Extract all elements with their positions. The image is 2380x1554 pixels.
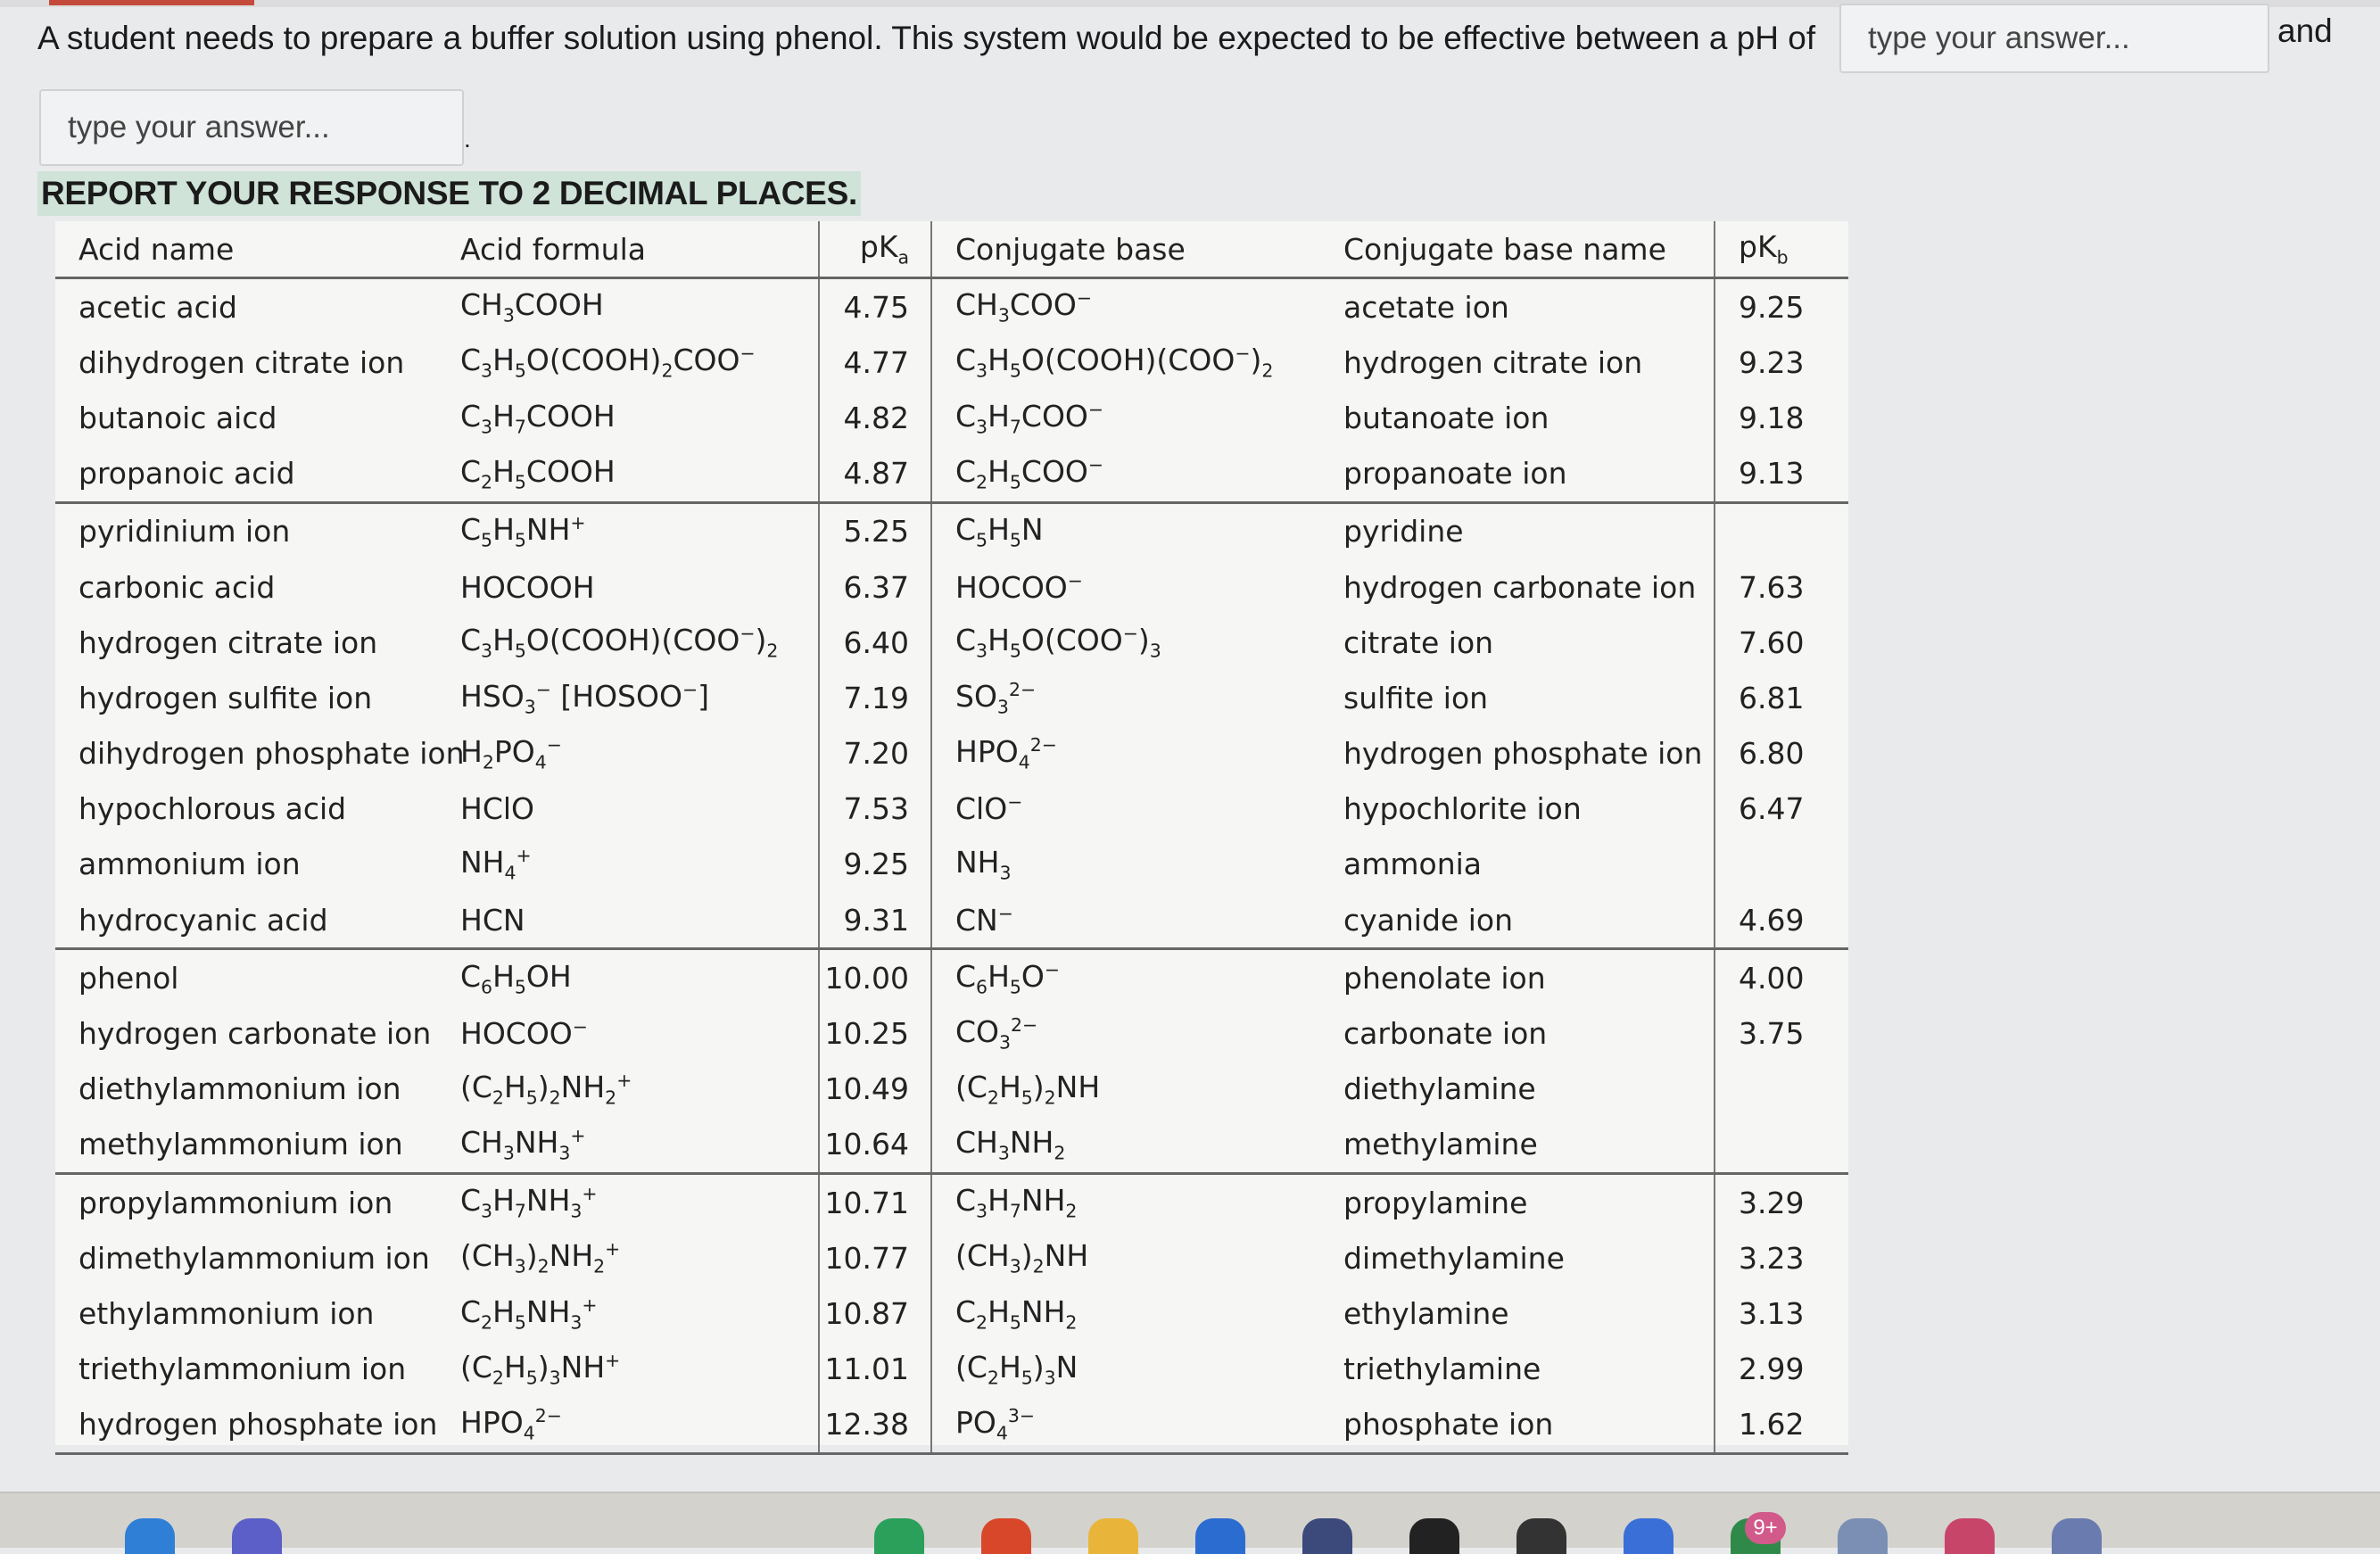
cell-conjugate-base: $(C_2H_5)_2NH$ bbox=[955, 1069, 1101, 1109]
cell-conjugate-base-name: acetate ion bbox=[1320, 278, 1715, 335]
taskbar-app-icon[interactable] bbox=[1945, 1518, 1995, 1554]
cell-acid-formula: $C_2H_5NH_3^+$ bbox=[437, 1285, 819, 1341]
cell-pka: 7.19 bbox=[819, 670, 931, 725]
table-row bbox=[55, 949, 1848, 1006]
cell-conjugate-base-name: pyridine bbox=[1320, 502, 1715, 559]
cell-pka: 6.40 bbox=[819, 615, 931, 670]
table-row bbox=[55, 670, 1848, 725]
table-row bbox=[55, 615, 1848, 670]
table-row bbox=[55, 559, 1848, 615]
cell-acid-name: hypochlorous acid bbox=[79, 791, 347, 827]
taskbar bbox=[0, 1492, 2380, 1548]
header-pkb: $pK_b$ bbox=[1715, 221, 1848, 278]
cell-conjugate-base-name: triethylamine bbox=[1320, 1342, 1715, 1397]
table-row bbox=[55, 1230, 1848, 1285]
cell-acid-formula: $NH_4^+$ bbox=[437, 837, 819, 892]
cell-acid-name: butanoic aicd bbox=[79, 400, 277, 435]
taskbar-app-icon[interactable] bbox=[1624, 1518, 1673, 1554]
cell-acid-name: propylammonium ion bbox=[79, 1185, 393, 1220]
taskbar-app-icon[interactable] bbox=[1088, 1518, 1138, 1554]
header-acid-name: Acid name bbox=[55, 221, 437, 278]
cell-conjugate-base: $C_6H_5O^-$ bbox=[955, 958, 1061, 998]
table-row bbox=[55, 390, 1848, 445]
cell-conjugate-base: $C_5H_5N$ bbox=[955, 512, 1044, 551]
cell-pka: 5.25 bbox=[819, 502, 931, 559]
taskbar-app-icon[interactable] bbox=[232, 1518, 282, 1554]
acid-base-table-container bbox=[55, 221, 1848, 1445]
cell-acid-formula: HClO bbox=[437, 781, 819, 837]
cell-pka: 12.38 bbox=[819, 1397, 931, 1454]
cell-acid-formula: $HSO_3^-$ [HOSOO−] bbox=[437, 670, 819, 725]
cell-pkb: 1.62 bbox=[1715, 1397, 1848, 1454]
acid-base-table bbox=[55, 221, 1848, 1455]
notification-badge: 9+ bbox=[1745, 1512, 1786, 1544]
cell-pka: 10.49 bbox=[819, 1062, 931, 1117]
cell-pkb: 9.23 bbox=[1739, 344, 1805, 380]
cell-acid-formula: HCN bbox=[437, 892, 819, 949]
cell-acid-name: ammonium ion bbox=[79, 847, 301, 882]
instruction-text: REPORT YOUR RESPONSE TO 2 DECIMAL PLACES. bbox=[37, 171, 861, 216]
answer-input-upper-ph[interactable] bbox=[66, 109, 437, 146]
taskbar-app-icon[interactable] bbox=[1409, 1518, 1459, 1554]
table-row bbox=[55, 892, 1848, 949]
cell-acid-formula: $(CH_3)_2NH_2^+$ bbox=[437, 1230, 819, 1285]
table-row bbox=[55, 1285, 1848, 1341]
cell-pkb: 9.25 bbox=[1739, 289, 1805, 325]
cell-conjugate-base-name: ammonia bbox=[1320, 837, 1715, 892]
cell-acid-formula: $CH_3NH_3^+$ bbox=[437, 1117, 819, 1174]
cell-conjugate-base: CN− bbox=[931, 892, 1320, 949]
cell-pkb: 4.69 bbox=[1715, 892, 1848, 949]
cell-pka: 10.71 bbox=[819, 1174, 931, 1231]
cell-conjugate-base-name: butanoate ion bbox=[1320, 390, 1715, 445]
cell-acid-name: methylammonium ion bbox=[55, 1117, 437, 1174]
cell-conjugate-base-name: propylamine bbox=[1320, 1174, 1715, 1231]
cell-acid-name: dimethylammonium ion bbox=[79, 1240, 430, 1276]
table-row bbox=[55, 1117, 1848, 1174]
top-accent-bar bbox=[49, 0, 254, 5]
cell-acid-formula: $(C_2H_5)_2NH_2^+$ bbox=[437, 1062, 819, 1117]
answer-input-lower-ph-box[interactable] bbox=[1839, 4, 2269, 73]
cell-conjugate-base-name: phosphate ion bbox=[1320, 1397, 1715, 1454]
cell-acid-formula: $C_3H_5O(COOH)(COO^-)_2$ bbox=[437, 615, 819, 670]
cell-conjugate-base: $C_2H_5COO^-$ bbox=[931, 446, 1320, 503]
cell-pkb bbox=[1715, 1117, 1848, 1174]
table-row bbox=[55, 837, 1848, 892]
cell-conjugate-base: $C_3H_7COO^-$ bbox=[955, 398, 1104, 438]
cell-acid-formula: HOCOO− bbox=[437, 1005, 819, 1061]
table-row bbox=[55, 1397, 1848, 1454]
cell-acid-formula: $C_2H_5COOH$ bbox=[437, 446, 819, 503]
table-header-row bbox=[55, 221, 1848, 278]
cell-pkb: 6.81 bbox=[1739, 680, 1805, 715]
cell-conjugate-base-name: propanoate ion bbox=[1320, 446, 1715, 503]
cell-conjugate-base: $CH_3NH_2$ bbox=[931, 1117, 1320, 1174]
cell-conjugate-base: $(C_2H_5)_3N$ bbox=[955, 1349, 1078, 1389]
cell-conjugate-base: $C_3H_5O(COO^-)_3$ bbox=[955, 623, 1161, 663]
question-text: A student needs to prepare a buffer solution using phenol. This system would be expected to be effective between a pH of bbox=[37, 20, 1816, 56]
cell-acid-name: diethylammonium ion bbox=[79, 1071, 401, 1107]
cell-conjugate-base-name: ethylamine bbox=[1320, 1285, 1715, 1341]
cell-conjugate-base: $CH_3COO^-$ bbox=[955, 287, 1092, 327]
cell-conjugate-base-name: hydrogen carbonate ion bbox=[1320, 559, 1715, 615]
cell-acid-formula: $C_3H_7COOH$ bbox=[437, 390, 819, 445]
cell-pkb: 4.00 bbox=[1739, 960, 1805, 996]
cell-pka: 4.77 bbox=[819, 335, 931, 390]
cell-acid-formula: HOCOOH bbox=[437, 559, 819, 615]
cell-pka: 4.82 bbox=[819, 390, 931, 445]
cell-conjugate-base-name: sulfite ion bbox=[1320, 670, 1715, 725]
cell-pkb bbox=[1715, 502, 1848, 559]
cell-pkb bbox=[1715, 837, 1848, 892]
table-row bbox=[55, 278, 1848, 335]
table-row bbox=[55, 1062, 1848, 1117]
trailing-period: . bbox=[464, 125, 471, 153]
cell-pkb: 9.18 bbox=[1739, 400, 1805, 435]
cell-conjugate-base-name: methylamine bbox=[1320, 1117, 1715, 1174]
cell-acid-name: phenol bbox=[79, 960, 179, 996]
cell-conjugate-base: $NH_3$ bbox=[955, 845, 1012, 884]
cell-acid-formula: $C_3H_7NH_3^+$ bbox=[437, 1174, 819, 1231]
table-row bbox=[55, 1005, 1848, 1061]
cell-pkb: 3.29 bbox=[1739, 1185, 1805, 1220]
cell-conjugate-base-name: hydrogen phosphate ion bbox=[1320, 726, 1715, 781]
header-acid-formula: Acid formula bbox=[437, 221, 819, 278]
cell-pka: 7.20 bbox=[819, 726, 931, 781]
cell-conjugate-base: $HPO_4^{2-}$ bbox=[955, 733, 1057, 773]
cell-conjugate-base-name: dimethylamine bbox=[1320, 1230, 1715, 1285]
taskbar-app-icon[interactable] bbox=[125, 1518, 175, 1554]
header-conjugate-base: Conjugate base bbox=[931, 221, 1320, 278]
taskbar-app-icon[interactable] bbox=[2052, 1518, 2102, 1554]
cell-pkb: 3.13 bbox=[1739, 1295, 1805, 1331]
cell-acid-formula: $C_3H_5O(COOH)_2COO^-$ bbox=[437, 335, 819, 390]
cell-conjugate-base: $(CH_3)_2NH$ bbox=[955, 1238, 1089, 1278]
cell-conjugate-base: $C_3H_7NH_2$ bbox=[955, 1183, 1078, 1222]
cell-conjugate-base: $C_2H_5NH_2$ bbox=[955, 1294, 1078, 1334]
cell-acid-name: propanoic acid bbox=[55, 446, 437, 503]
cell-acid-name: hydrocyanic acid bbox=[55, 892, 437, 949]
cell-conjugate-base-name: hypochlorite ion bbox=[1320, 781, 1715, 837]
table-row bbox=[55, 502, 1848, 559]
cell-conjugate-base-name: diethylamine bbox=[1320, 1062, 1715, 1117]
taskbar-app-icon[interactable] bbox=[1195, 1518, 1245, 1554]
cell-pkb: 7.63 bbox=[1739, 569, 1805, 605]
cell-pka: 7.53 bbox=[819, 781, 931, 837]
cell-acid-name: pyridinium ion bbox=[79, 514, 291, 550]
table-row bbox=[55, 446, 1848, 503]
table-body bbox=[55, 278, 1848, 1454]
cell-acid-name: triethylammonium ion bbox=[79, 1351, 407, 1387]
answer-input-lower-ph[interactable] bbox=[1866, 20, 2243, 57]
cell-acid-formula: $C_5H_5NH^+$ bbox=[437, 502, 819, 559]
cell-conjugate-base: $C_3H_5O(COOH)(COO^-)_2$ bbox=[955, 343, 1274, 383]
cell-conjugate-base-name: phenolate ion bbox=[1320, 949, 1715, 1006]
cell-pkb: 6.47 bbox=[1739, 791, 1805, 827]
cell-pka: 9.31 bbox=[819, 892, 931, 949]
taskbar-app-icon[interactable] bbox=[1838, 1518, 1888, 1554]
cell-pka: 9.25 bbox=[819, 837, 931, 892]
cell-acid-name: hydrogen phosphate ion bbox=[55, 1397, 437, 1454]
header-pka: $pK_a$ bbox=[819, 221, 931, 278]
cell-pka: 10.87 bbox=[819, 1285, 931, 1341]
cell-pkb: 7.60 bbox=[1739, 624, 1805, 660]
table-row bbox=[55, 1174, 1848, 1231]
cell-acid-formula: $H_2PO_4^-$ bbox=[437, 726, 819, 781]
cell-pkb: 3.75 bbox=[1739, 1016, 1805, 1052]
cell-conjugate-base: $CO_3^{2-}$ bbox=[955, 1013, 1038, 1054]
connector-text: and bbox=[2277, 12, 2333, 49]
table-row bbox=[55, 335, 1848, 390]
cell-pkb: 6.80 bbox=[1739, 736, 1805, 772]
table-row bbox=[55, 1342, 1848, 1397]
table-row bbox=[55, 781, 1848, 837]
taskbar-app-icon[interactable] bbox=[874, 1518, 924, 1554]
cell-pka: 11.01 bbox=[819, 1342, 931, 1397]
cell-acid-name: hydrogen carbonate ion bbox=[79, 1016, 432, 1052]
cell-acid-formula: $C_6H_5OH$ bbox=[437, 949, 819, 1006]
cell-conjugate-base: $SO_3^{2-}$ bbox=[955, 678, 1037, 718]
taskbar-app-icon[interactable] bbox=[981, 1518, 1031, 1554]
taskbar-app-icon[interactable] bbox=[1302, 1518, 1352, 1554]
cell-pka: 10.25 bbox=[819, 1005, 931, 1061]
cell-conjugate-base: ClO− bbox=[955, 791, 1023, 827]
cell-conjugate-base: $PO_4^{3-}$ bbox=[931, 1397, 1320, 1454]
cell-pka: 10.77 bbox=[819, 1230, 931, 1285]
cell-acid-name: carbonic acid bbox=[79, 569, 276, 605]
cell-conjugate-base: HOCOO− bbox=[955, 569, 1083, 605]
cell-pka: 4.75 bbox=[819, 278, 931, 335]
cell-acid-formula: $HPO_4^{2-}$ bbox=[437, 1397, 819, 1454]
cell-conjugate-base-name: citrate ion bbox=[1320, 615, 1715, 670]
cell-pka: 10.64 bbox=[819, 1117, 931, 1174]
cell-conjugate-base-name: carbonate ion bbox=[1320, 1005, 1715, 1061]
table-row bbox=[55, 726, 1848, 781]
cell-pka: 4.87 bbox=[819, 446, 931, 503]
cell-conjugate-base-name: hydrogen citrate ion bbox=[1320, 335, 1715, 390]
answer-input-upper-ph-box[interactable] bbox=[39, 89, 464, 166]
cell-pkb: 9.13 bbox=[1715, 446, 1848, 503]
cell-pka: 6.37 bbox=[819, 559, 931, 615]
cell-acid-name: acetic acid bbox=[79, 289, 237, 325]
cell-acid-formula: $CH_3COOH$ bbox=[437, 278, 819, 335]
cell-acid-name: hydrogen citrate ion bbox=[79, 624, 378, 660]
cell-pkb: 3.23 bbox=[1739, 1240, 1805, 1276]
header-conjugate-base-name: Conjugate base name bbox=[1320, 221, 1715, 278]
cell-acid-name: ethylammonium ion bbox=[79, 1295, 375, 1331]
cell-pka: 10.00 bbox=[819, 949, 931, 1006]
cell-acid-formula: $(C_2H_5)_3NH^+$ bbox=[437, 1342, 819, 1397]
cell-acid-name: hydrogen sulfite ion bbox=[79, 680, 373, 715]
taskbar-app-icon[interactable] bbox=[1516, 1518, 1566, 1554]
cell-conjugate-base-name: cyanide ion bbox=[1320, 892, 1715, 949]
cell-acid-name: dihydrogen phosphate ion bbox=[79, 736, 465, 772]
cell-pkb: 2.99 bbox=[1739, 1351, 1805, 1387]
cell-pkb bbox=[1715, 1062, 1848, 1117]
cell-acid-name: dihydrogen citrate ion bbox=[79, 344, 405, 380]
